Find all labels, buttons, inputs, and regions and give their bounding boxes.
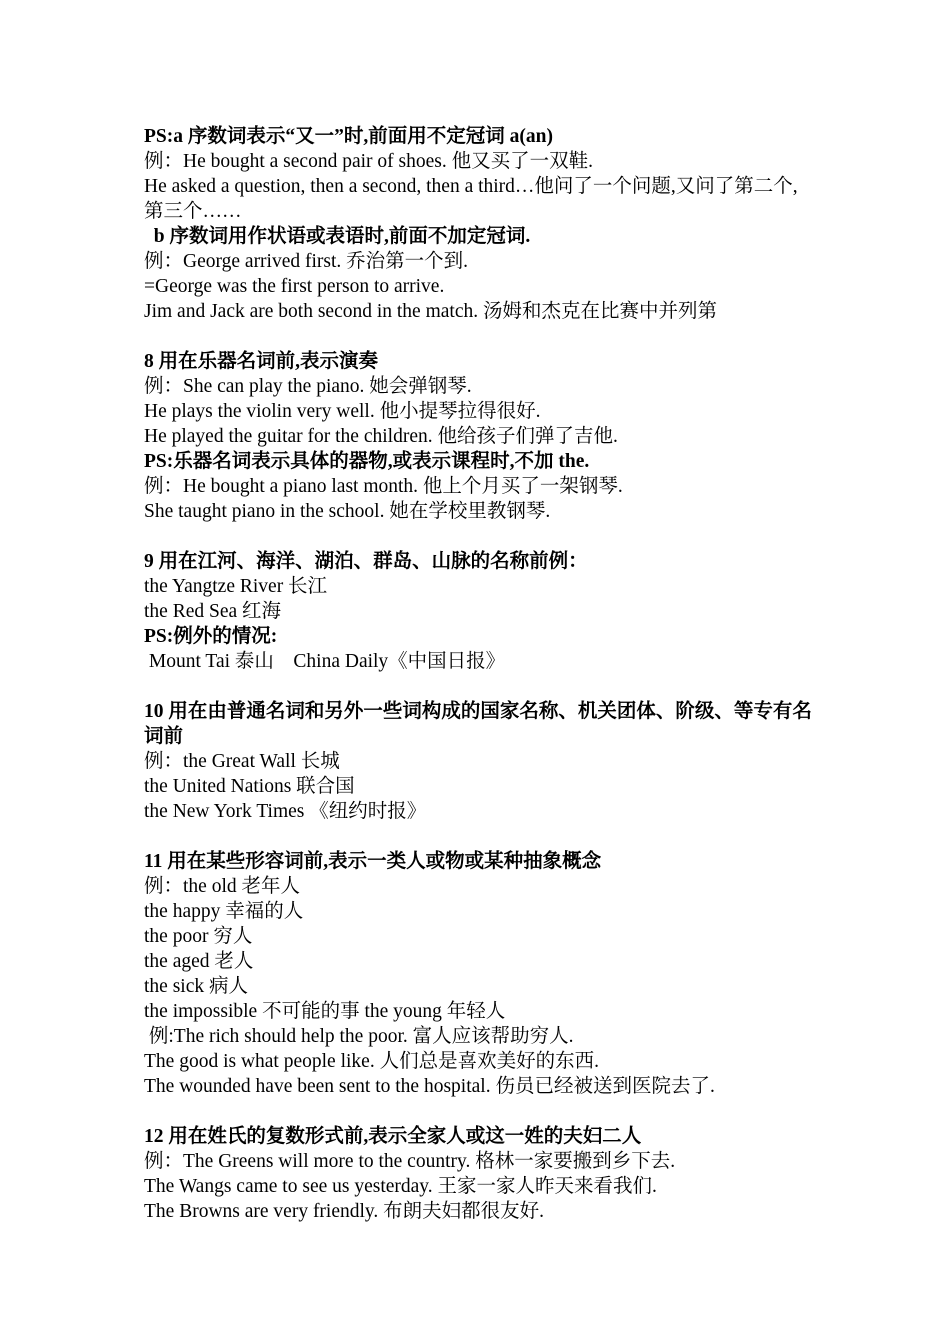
section-block (144, 1124, 814, 1224)
text-line: 例：He bought a second pair of shoes. 他又买了一双鞋. (144, 151, 593, 172)
section-heading: 12 用在姓氏的复数形式前,表示全家人或这一姓的夫妇二人 (144, 1126, 642, 1147)
section-block (144, 124, 814, 324)
text-line: The Wangs came to see us yesterday. 王家一家人昨天来看我们. (144, 1176, 657, 1197)
text-line: the Red Sea 红海 (144, 601, 282, 622)
section-block (144, 549, 814, 674)
document-page (144, 124, 814, 1224)
text-line: The good is what people like. 人们总是喜欢美好的东西. (144, 1051, 599, 1072)
text-line: =George was the first person to arrive. (144, 276, 445, 297)
section-heading: 11 用在某些形容词前,表示一类人或物或某种抽象概念 (144, 851, 602, 872)
text-line: 例：She can play the piano. 她会弹钢琴. (144, 376, 472, 397)
text-line: The wounded have been sent to the hospital. 伤员已经被送到医院去了. (144, 1076, 715, 1097)
text-line: 例：George arrived first. 乔治第一个到. (144, 251, 469, 272)
section-heading: PS:a 序数词表示“又一”时,前面用不定冠词 a(an) (144, 126, 553, 147)
section-heading: PS:乐器名词表示具体的器物,或表示课程时,不加 the. (144, 451, 590, 472)
section-block (144, 849, 814, 1099)
text-line: the happy 幸福的人 (144, 901, 304, 922)
section-heading: b 序数词用作状语或表语时,前面不加定冠词. (144, 226, 531, 247)
paragraph-gap (144, 674, 814, 699)
text-line: the impossible 不可能的事 the young 年轻人 (144, 1001, 506, 1022)
text-line: 例:The rich should help the poor. 富人应该帮助穷人. (144, 1026, 574, 1047)
section-heading: 9 用在江河、海洋、湖泊、群岛、山脉的名称前例： (144, 551, 588, 572)
text-line: 例：The Greens will more to the country. 格林一家要搬到乡下去. (144, 1151, 676, 1172)
paragraph-gap (144, 824, 814, 849)
text-line: She taught piano in the school. 她在学校里教钢琴. (144, 501, 551, 522)
text-line: Mount Tai 泰山 China Daily《中国日报》 (144, 651, 506, 672)
text-line: the Yangtze River 长江 (144, 576, 328, 597)
text-line: the United Nations 联合国 (144, 776, 355, 797)
text-line: He asked a question, then a second, then a third…他问了一个问题,又问了第二个,第三个…… (144, 176, 798, 222)
text-line: the aged 老人 (144, 951, 254, 972)
section-heading: 8 用在乐器名词前,表示演奏 (144, 351, 379, 372)
section-heading: PS:例外的情况: (144, 626, 278, 647)
text-line: the poor 穷人 (144, 926, 253, 947)
paragraph-gap (144, 524, 814, 549)
text-line: the sick 病人 (144, 976, 248, 997)
section-heading: 10 用在由普通名词和另外一些词构成的国家名称、机关团体、阶级、等专有名词前 (144, 701, 812, 747)
text-line: He plays the violin very well. 他小提琴拉得很好. (144, 401, 541, 422)
paragraph-gap (144, 1099, 814, 1124)
text-line: He played the guitar for the children. 他给孩子们弹了吉他. (144, 426, 618, 447)
text-line: the New York Times 《纽约时报》 (144, 801, 427, 822)
section-block (144, 349, 814, 524)
text-line: 例：the old 老年人 (144, 876, 300, 897)
text-line: 例：the Great Wall 长城 (144, 751, 340, 772)
text-line: Jim and Jack are both second in the match. 汤姆和杰克在比赛中并列第 (144, 301, 717, 322)
paragraph-gap (144, 324, 814, 349)
section-block (144, 699, 814, 824)
text-line: The Browns are very friendly. 布朗夫妇都很友好. (144, 1201, 545, 1222)
text-line: 例：He bought a piano last month. 他上个月买了一架钢琴. (144, 476, 623, 497)
